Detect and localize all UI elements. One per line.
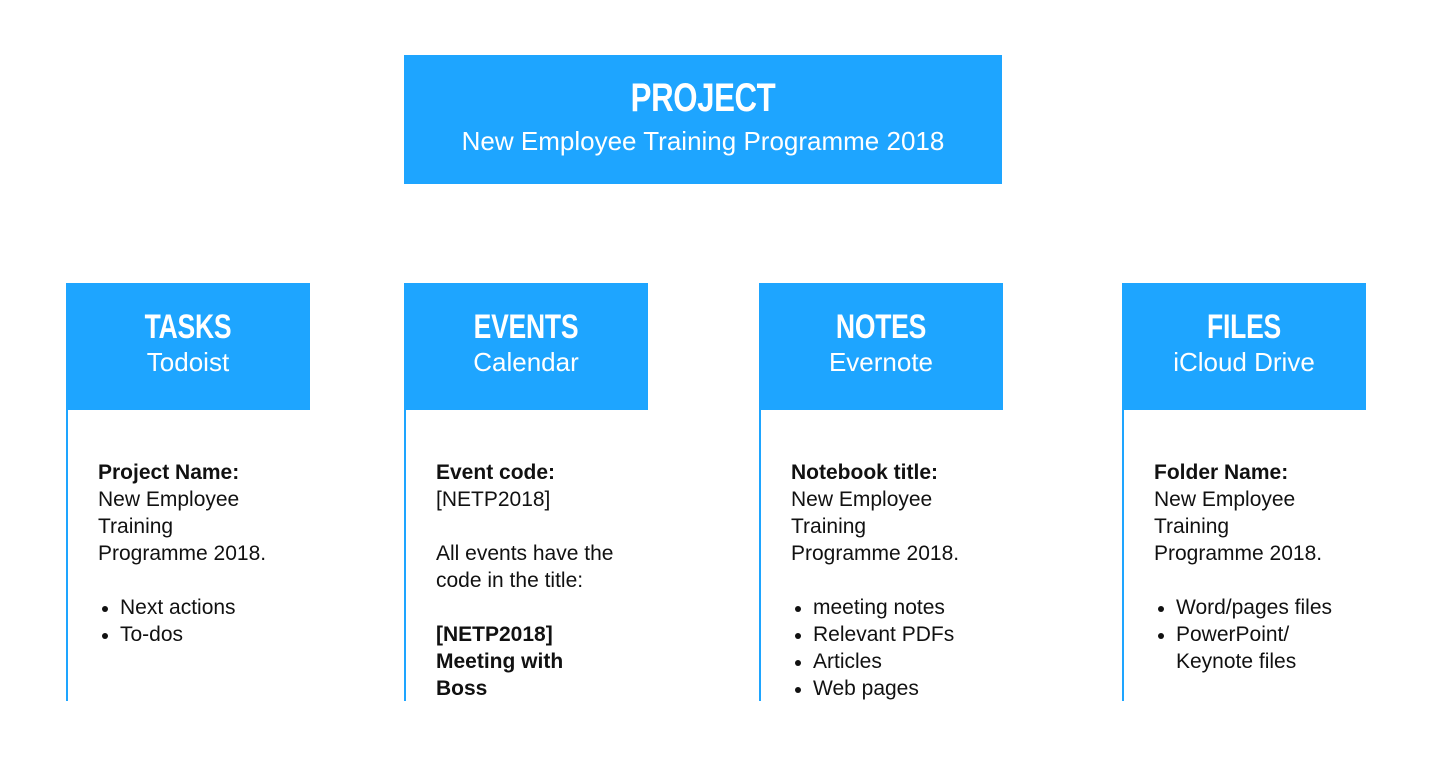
notes-bullet-item: Articles — [791, 648, 1003, 675]
notes-label: Notebook title: — [791, 461, 938, 484]
notes-value-line: New Employee — [791, 488, 933, 511]
files-value-line: Programme 2018. — [1154, 542, 1323, 565]
events-description-line: code in the title: — [436, 569, 584, 592]
files-box — [1122, 283, 1366, 410]
events-description-line: All events have the — [436, 542, 614, 565]
events-example-line: Meeting with — [436, 650, 564, 673]
project-name: New Employee Training Programme 2018 — [461, 126, 945, 156]
files-details — [1154, 459, 1366, 675]
tasks-label: Project Name: — [98, 461, 240, 484]
files-bullet-item — [1154, 621, 1366, 675]
events-example-line: [NETP2018] — [436, 623, 553, 646]
tasks-bullet-list — [98, 594, 310, 648]
files-bullet-line: Keynote files — [1176, 650, 1297, 673]
tasks-details — [98, 459, 310, 648]
notes-column — [759, 283, 1003, 701]
tasks-app: Todoist — [146, 347, 230, 377]
notes-bullet-item: meeting notes — [791, 594, 1003, 621]
files-app: iCloud Drive — [1173, 347, 1315, 377]
files-value-line: Training — [1154, 515, 1230, 538]
tasks-heading: TASKS — [144, 308, 232, 346]
events-label: Event code: — [436, 461, 556, 484]
tasks-value-line: Training — [98, 515, 174, 538]
files-heading: FILES — [1207, 308, 1281, 346]
project-heading: PROJECT — [630, 76, 776, 120]
tasks-bullet-item: Next actions — [98, 594, 310, 621]
tasks-bullet-item: To-dos — [98, 621, 310, 648]
tasks-box — [66, 283, 310, 410]
notes-box — [759, 283, 1003, 410]
events-code: [NETP2018] — [436, 488, 551, 511]
events-app: Calendar — [473, 347, 579, 377]
notes-app: Evernote — [828, 347, 934, 377]
files-column — [1122, 283, 1366, 701]
events-box — [404, 283, 648, 410]
events-column — [404, 283, 648, 701]
events-details — [436, 459, 648, 702]
events-heading: EVENTS — [473, 308, 579, 346]
notes-heading: NOTES — [835, 308, 927, 346]
files-bullet-item: Word/pages files — [1154, 594, 1366, 621]
project-box — [404, 55, 1002, 184]
notes-bullet-item: Relevant PDFs — [791, 621, 1003, 648]
files-bullet-list — [1154, 594, 1366, 675]
notes-bullet-list — [791, 594, 1003, 702]
events-example-line: Boss — [436, 677, 488, 700]
files-bullet-line: PowerPoint/ — [1176, 623, 1290, 646]
tasks-value-line: New Employee — [98, 488, 240, 511]
notes-value-line: Training — [791, 515, 867, 538]
files-label: Folder Name: — [1154, 461, 1289, 484]
tasks-column — [66, 283, 310, 701]
notes-bullet-item: Web pages — [791, 675, 1003, 702]
notes-details — [791, 459, 1003, 702]
tasks-value-line: Programme 2018. — [98, 542, 267, 565]
notes-value-line: Programme 2018. — [791, 542, 960, 565]
files-value-line: New Employee — [1154, 488, 1296, 511]
